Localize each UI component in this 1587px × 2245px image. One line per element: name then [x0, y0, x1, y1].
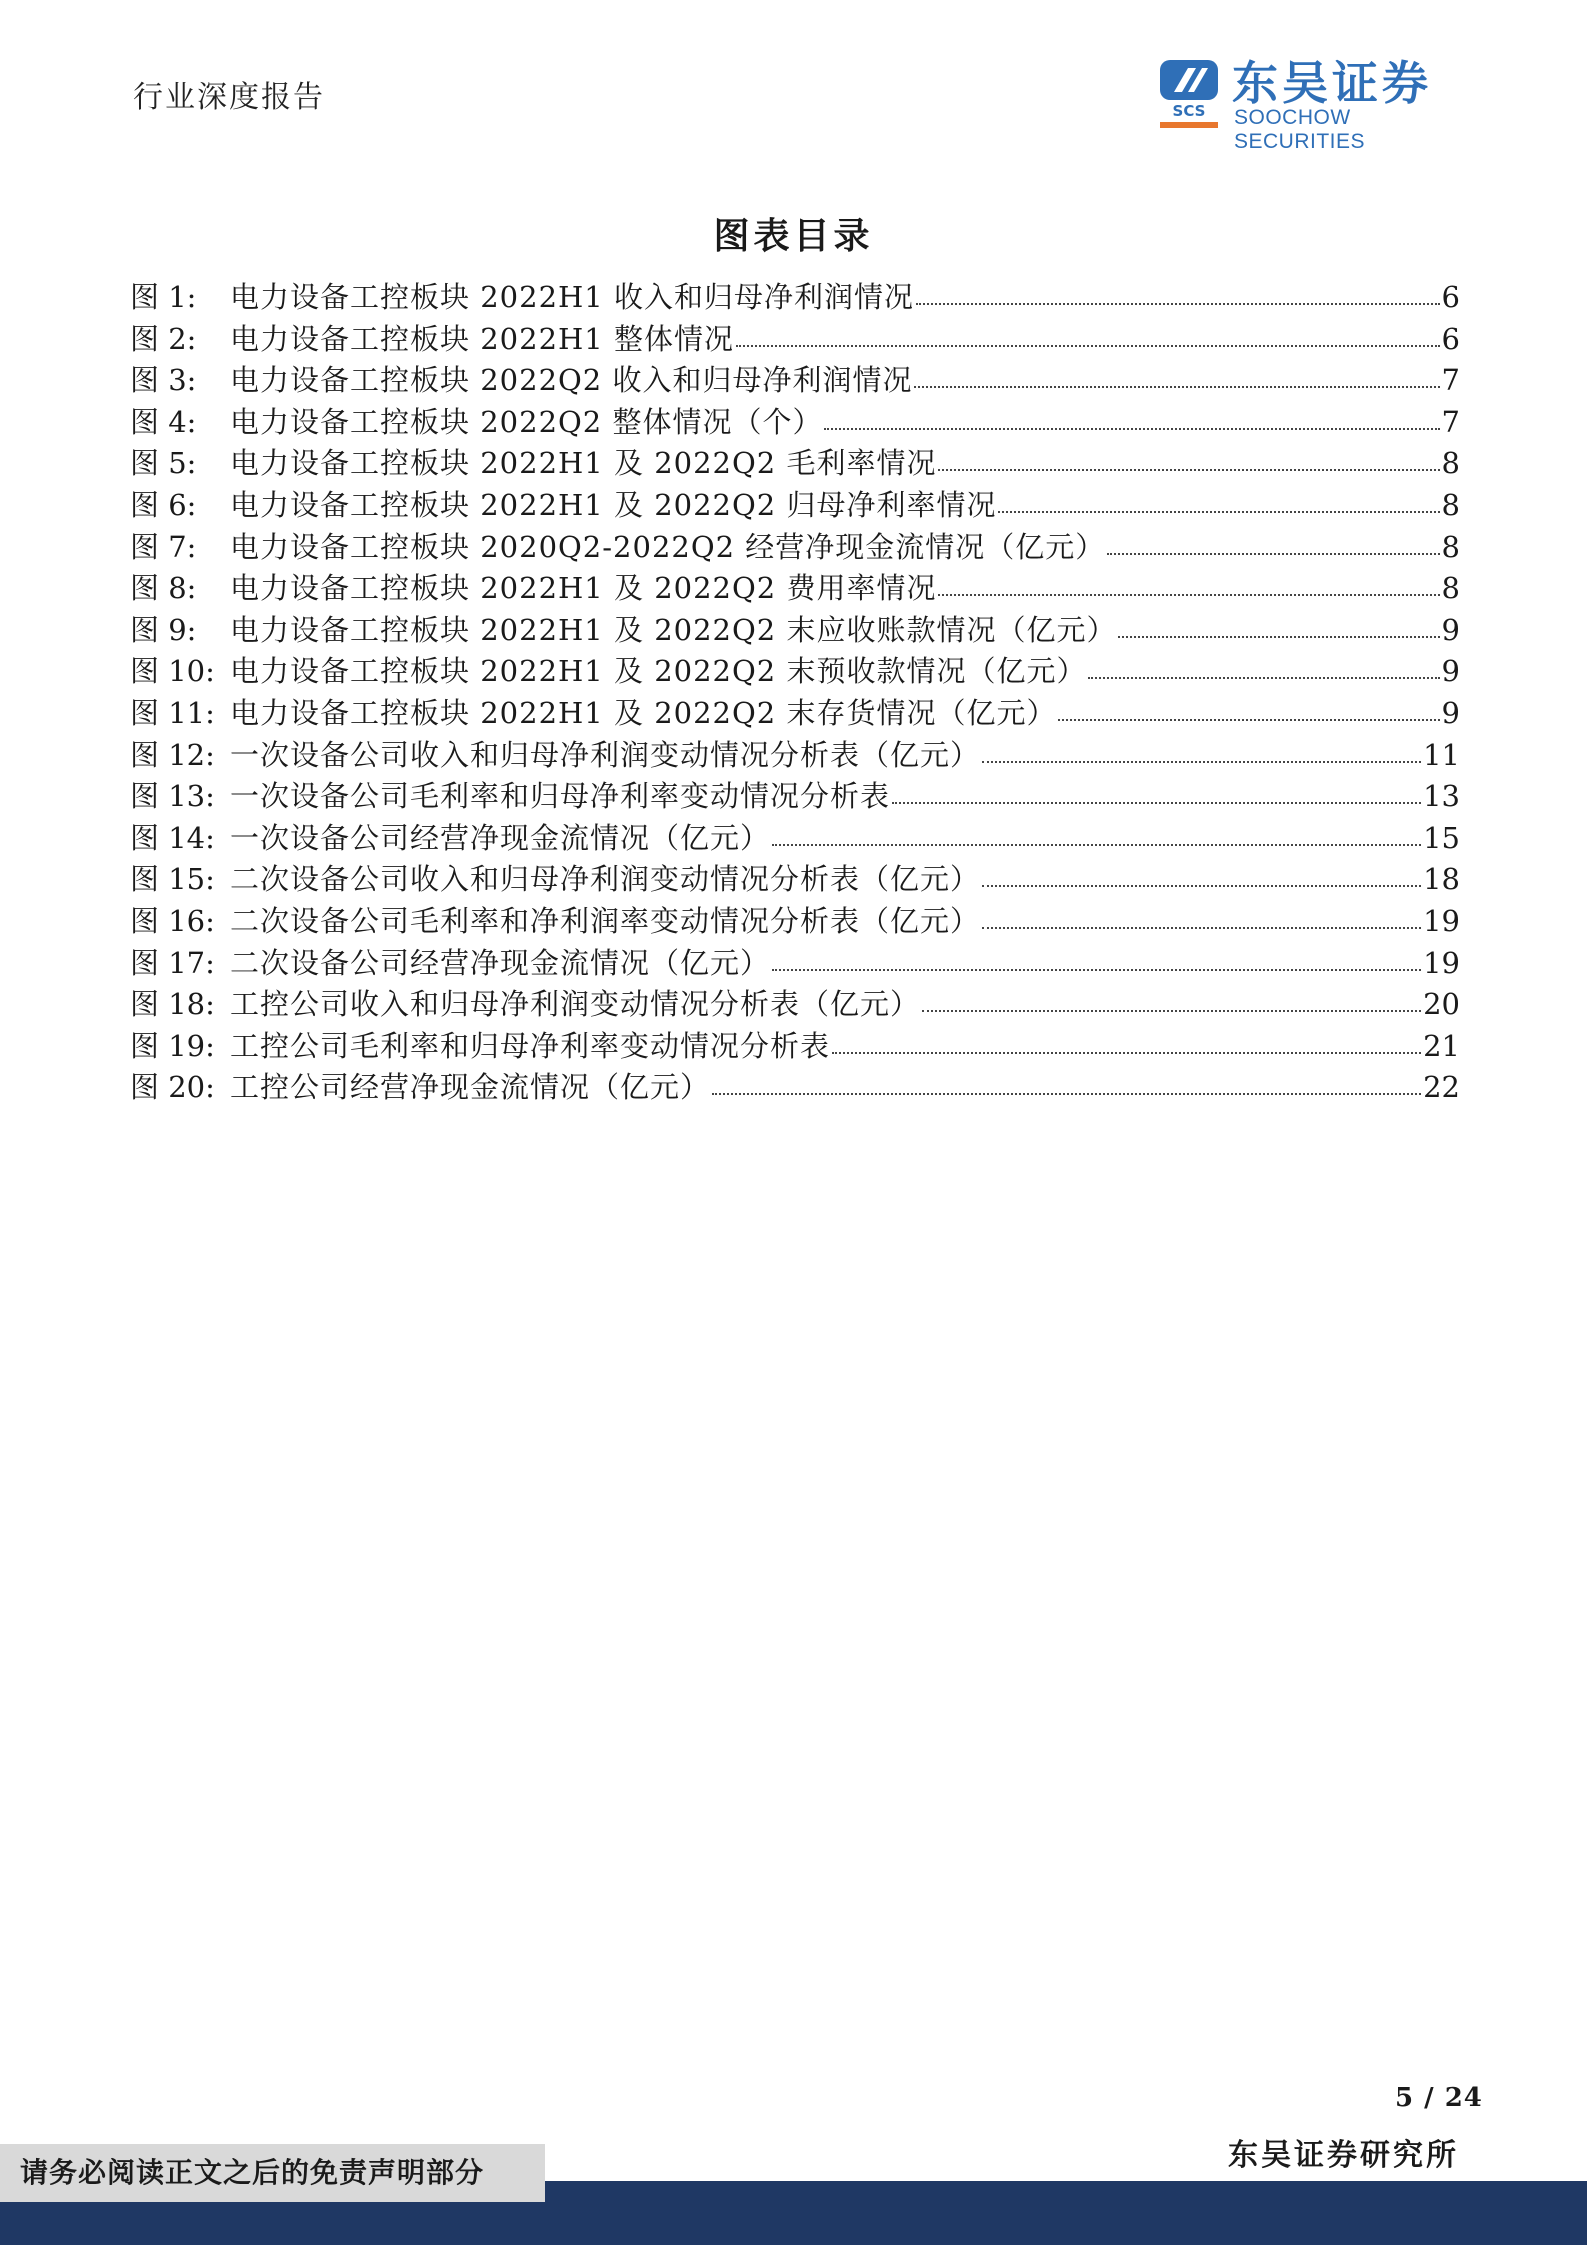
toc-dot-leader — [938, 445, 1439, 473]
toc-entry[interactable] — [130, 317, 1460, 359]
toc-entry-page: 19 — [1423, 903, 1460, 938]
toc-dot-leader — [1118, 612, 1439, 640]
toc-entry-label: 图 7: — [130, 529, 197, 564]
report-type-label: 行业深度报告 — [133, 80, 325, 115]
toc-entry-title: 电力设备工控板块 2022H1 整体情况 — [230, 321, 734, 356]
toc-entry-title: 二次设备公司收入和归母净利润变动情况分析表（亿元） — [230, 862, 981, 897]
toc-entry-page: 8 — [1441, 571, 1460, 606]
toc-entry-page: 11 — [1423, 737, 1460, 772]
toc-entry-label: 图 6: — [130, 487, 197, 522]
toc-entry-page: 19 — [1423, 945, 1460, 980]
toc-entry-page: 9 — [1441, 654, 1460, 689]
toc-entry[interactable] — [130, 774, 1460, 816]
toc-entry-page: 13 — [1423, 779, 1460, 814]
toc-entry-label: 图 12: — [130, 737, 215, 772]
toc-entry-label: 图 19: — [130, 1028, 215, 1063]
toc-entry-title: 一次设备公司毛利率和归母净利率变动情况分析表 — [230, 779, 891, 814]
toc-entry-label: 图 20: — [130, 1070, 215, 1105]
toc-dot-leader — [1058, 695, 1439, 723]
toc-entry[interactable] — [130, 857, 1460, 899]
toc-entry-label: 图 17: — [130, 945, 215, 980]
toc-entry-label: 图 9: — [130, 612, 197, 647]
toc-entry[interactable] — [130, 483, 1460, 525]
toc-entry-page: 8 — [1441, 446, 1460, 481]
logo-abbr: SCS — [1172, 102, 1206, 120]
toc-entry[interactable] — [130, 358, 1460, 400]
toc-entry-label: 图 14: — [130, 820, 215, 855]
toc-dot-leader — [772, 945, 1421, 973]
toc-entry[interactable] — [130, 441, 1460, 483]
toc-entry-title: 一次设备公司经营净现金流情况（亿元） — [230, 820, 771, 855]
toc-dot-leader — [982, 737, 1421, 765]
toc-entry-page: 22 — [1423, 1070, 1460, 1105]
toc-entry-page: 9 — [1441, 695, 1460, 730]
toc-entry-title: 电力设备工控板块 2022H1 及 2022Q2 归母净利率情况 — [230, 487, 997, 522]
toc-dot-leader — [998, 487, 1439, 515]
toc-entry-page: 7 — [1441, 363, 1460, 398]
toc-entry-title: 二次设备公司经营净现金流情况（亿元） — [230, 945, 771, 980]
toc-entry-title: 工控公司收入和归母净利润变动情况分析表（亿元） — [230, 987, 921, 1022]
toc-entry-title: 电力设备工控板块 2022H1 及 2022Q2 末应收账款情况（亿元） — [230, 612, 1117, 647]
toc-entry-label: 图 10: — [130, 654, 215, 689]
toc-dot-leader — [824, 404, 1439, 432]
toc-entry[interactable] — [130, 649, 1460, 691]
toc-entry-title: 电力设备工控板块 2022H1 及 2022Q2 末存货情况（亿元） — [230, 695, 1057, 730]
toc-entry-page: 9 — [1441, 612, 1460, 647]
toc-entry-title: 电力设备工控板块 2022H1 及 2022Q2 末预收款情况（亿元） — [230, 654, 1087, 689]
toc-entry-title: 电力设备工控板块 2020Q2-2022Q2 经营净现金流情况（亿元） — [230, 529, 1106, 564]
toc-dot-leader — [772, 820, 1421, 848]
figure-table-of-contents — [130, 275, 1460, 1107]
toc-entry-title: 电力设备工控板块 2022H1 及 2022Q2 毛利率情况 — [230, 446, 937, 481]
toc-entry[interactable] — [130, 733, 1460, 775]
toc-entry[interactable] — [130, 691, 1460, 733]
page-indicator: 5 / 24 — [1395, 2083, 1483, 2113]
toc-dot-leader — [1107, 529, 1439, 557]
toc-entry[interactable] — [130, 1065, 1460, 1107]
toc-entry-page: 20 — [1423, 987, 1460, 1022]
toc-entry-title: 工控公司经营净现金流情况（亿元） — [230, 1070, 711, 1105]
toc-entry-page: 8 — [1441, 487, 1460, 522]
toc-entry-page: 7 — [1441, 404, 1460, 439]
toc-entry[interactable] — [130, 275, 1460, 317]
toc-entry[interactable] — [130, 816, 1460, 858]
toc-entry-title: 电力设备工控板块 2022H1 收入和归母净利润情况 — [230, 280, 914, 314]
toc-entry-page: 18 — [1423, 862, 1460, 897]
toc-entry-label: 图 8: — [130, 571, 197, 606]
toc-entry-label: 图 16: — [130, 903, 215, 938]
toc-entry[interactable] — [130, 1024, 1460, 1066]
toc-entry[interactable] — [130, 608, 1460, 650]
toc-entry[interactable] — [130, 982, 1460, 1024]
toc-entry-label: 图 11: — [130, 695, 215, 730]
toc-entry-label: 图 1: — [130, 280, 197, 314]
toc-entry-label: 图 13: — [130, 779, 215, 814]
toc-entry[interactable] — [130, 400, 1460, 442]
toc-entry-label: 图 18: — [130, 987, 215, 1022]
toc-entry-title: 一次设备公司收入和归母净利润变动情况分析表（亿元） — [230, 737, 981, 772]
page-title: 图表目录 — [713, 215, 874, 257]
toc-entry-title: 工控公司毛利率和归母净利率变动情况分析表 — [230, 1028, 831, 1063]
toc-entry-label: 图 2: — [130, 321, 197, 356]
logo-english-name: SOOCHOW SECURITIES — [1234, 106, 1366, 153]
toc-entry-title: 电力设备工控板块 2022H1 及 2022Q2 费用率情况 — [230, 571, 937, 606]
toc-entry-page: 15 — [1423, 820, 1460, 855]
toc-dot-leader — [938, 570, 1439, 598]
toc-entry-page: 8 — [1441, 529, 1460, 564]
toc-entry-label: 图 5: — [130, 446, 197, 481]
toc-entry-page: 6 — [1441, 321, 1460, 356]
toc-dot-leader — [916, 279, 1440, 307]
toc-dot-leader — [1088, 653, 1439, 681]
toc-entry-title: 电力设备工控板块 2022Q2 整体情况（个） — [230, 404, 823, 439]
toc-entry[interactable] — [130, 566, 1460, 608]
toc-dot-leader — [914, 362, 1439, 390]
toc-entry-page: 6 — [1441, 280, 1460, 314]
footer-organization: 东吴证券研究所 — [1228, 2138, 1459, 2173]
toc-dot-leader — [832, 1028, 1421, 1056]
toc-entry[interactable] — [130, 941, 1460, 983]
toc-entry-page: 21 — [1423, 1028, 1460, 1063]
toc-entry-label: 图 15: — [130, 862, 215, 897]
toc-dot-leader — [922, 986, 1421, 1014]
toc-entry-label: 图 4: — [130, 404, 197, 439]
toc-dot-leader — [736, 321, 1440, 349]
logo-chinese-name: 东吴证券 — [1232, 56, 1432, 110]
company-logo — [1158, 56, 1468, 153]
toc-entry[interactable] — [130, 899, 1460, 941]
toc-entry-title: 二次设备公司毛利率和净利润率变动情况分析表（亿元） — [230, 903, 981, 938]
toc-dot-leader — [712, 1069, 1421, 1097]
toc-entry-title: 电力设备工控板块 2022Q2 收入和归母净利润情况 — [230, 363, 913, 398]
footer-disclaimer: 请务必阅读正文之后的免责声明部分 — [0, 2144, 545, 2202]
toc-entry-label: 图 3: — [130, 363, 197, 398]
logo-mark-icon — [1158, 58, 1220, 130]
toc-dot-leader — [982, 903, 1421, 931]
toc-entry[interactable] — [130, 525, 1460, 567]
toc-dot-leader — [982, 861, 1421, 889]
toc-dot-leader — [892, 778, 1421, 806]
